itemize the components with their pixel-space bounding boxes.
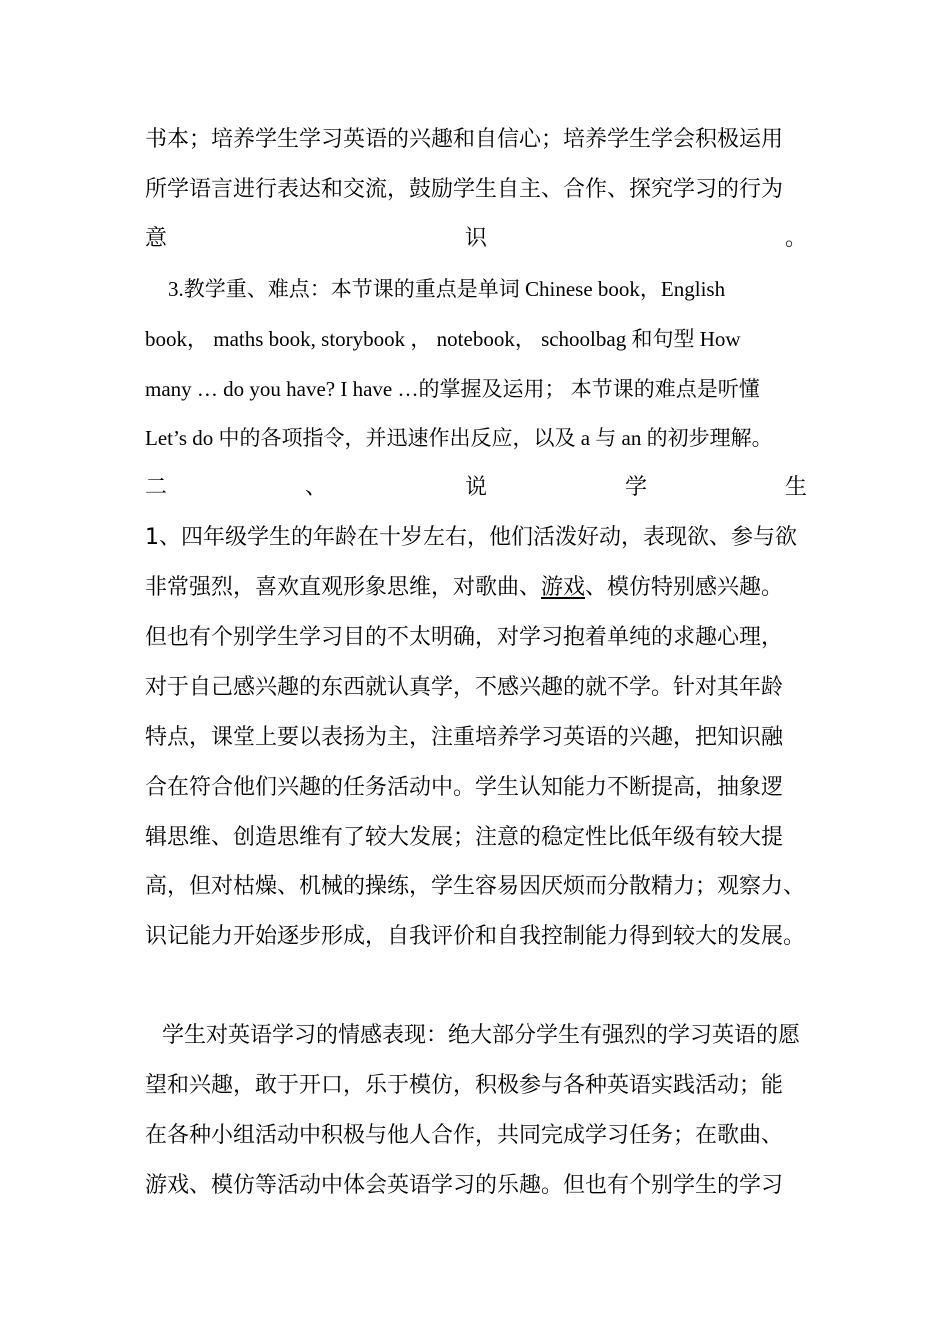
text-line: 学生对英语学习的情感表现：绝大部分学生有强烈的学习英语的愿 (162, 1023, 801, 1048)
text-line: 高，但对枯燥、机械的操练，学生容易因厌烦而分散精力；观察力、 (145, 874, 806, 899)
text-char: 意 (145, 226, 168, 251)
text-line: 1、四年级学生的年龄在十岁左右，他们活泼好动，表现欲、参与欲 (145, 525, 797, 550)
text-line: Let’s do 中的各项指令，并迅速作出反应，以及 a 与 an 的初步理解。 (145, 426, 773, 450)
text-line: 但也有个别学生学习目的不太明确，对学习抱着单纯的求趣心理， (145, 625, 784, 650)
text-line-spread (145, 219, 807, 259)
text-line: 识记能力开始逐步形成，自我评价和自我控制能力得到较大的发展。 (145, 924, 806, 949)
text-line: book， maths book, storybook ， notebook， schoolbag 和句型 How (145, 327, 741, 351)
text-line: 所学语言进行表达和交流，鼓励学生自主、合作、探究学习的行为 (145, 177, 784, 202)
games-link[interactable]: 游戏 (541, 575, 586, 600)
text-segment: 非常强烈，喜欢直观形象思维，对歌曲、 (145, 575, 542, 600)
text-line (145, 568, 807, 608)
text-line: 在各种小组活动中积极与他人合作，共同完成学习任务；在歌曲、 (145, 1123, 784, 1148)
text-line: 书本；培养学生学习英语的兴趣和自信心；培养学生学会积极运用 (145, 127, 784, 152)
heading-char: 说 (464, 475, 487, 500)
heading-char: 二 (145, 475, 168, 500)
heading-char: 、 (304, 475, 327, 500)
text-line: 游戏、模仿等活动中体会英语学习的乐趣。但也有个别学生的学习 (145, 1173, 784, 1198)
text-line: 3.教学重、难点：本节课的重点是单词 Chinese book，English (168, 277, 726, 301)
text-line: 对于自己感兴趣的东西就认真学，不感兴趣的就不学。针对其年龄 (145, 675, 784, 700)
text-line: 特点，课堂上要以表扬为主，注重培养学习英语的兴趣，把知识融 (145, 725, 784, 750)
text-line: many … do you have? I have …的掌握及运用； 本节课的难点是听懂 (145, 377, 760, 401)
text-line: 辑思维、创造思维有了较大发展；注意的稳定性比低年级有较大提 (145, 825, 784, 850)
text-char: 识 (464, 226, 487, 251)
heading-char: 学 (624, 475, 647, 500)
text-line: 望和兴趣，敢于开口，乐于模仿，积极参与各种英语实践活动；能 (145, 1073, 784, 1098)
text-line: 合在符合他们兴趣的任务活动中。学生认知能力不断提高，抽象逻 (145, 775, 784, 800)
text-char: 。 (784, 226, 807, 251)
heading-char: 生 (784, 475, 807, 500)
section-heading (145, 468, 807, 508)
text-segment: 、模仿特别感兴趣。 (585, 575, 784, 600)
